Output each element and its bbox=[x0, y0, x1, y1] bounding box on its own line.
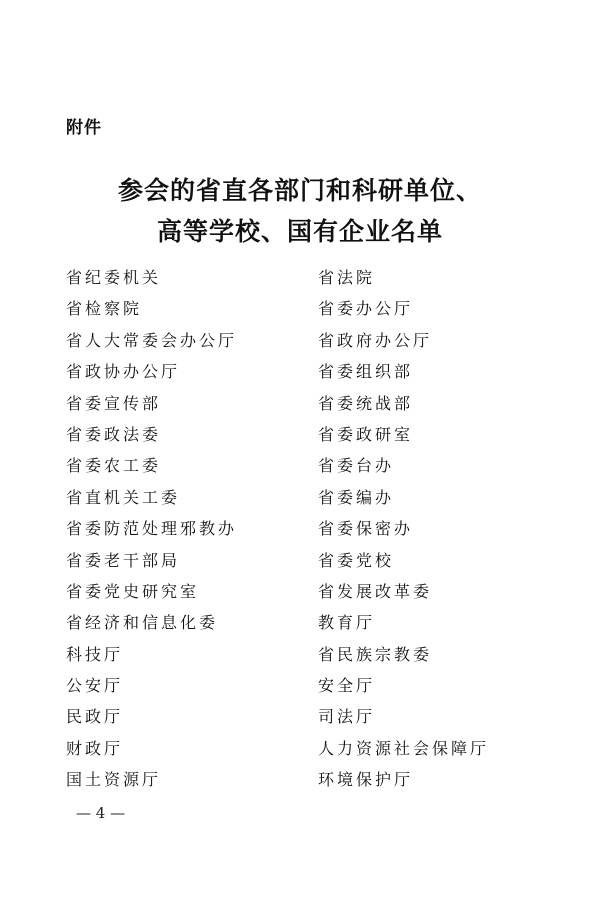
document-title bbox=[0, 170, 600, 252]
unit-name-left: 省委党史研究室 bbox=[66, 581, 200, 601]
list-row bbox=[0, 262, 600, 293]
list-row bbox=[0, 293, 600, 324]
unit-name-right: 省民族宗教委 bbox=[318, 644, 433, 664]
unit-name-right: 省发展改革委 bbox=[318, 581, 433, 601]
unit-name-left: 省检察院 bbox=[66, 299, 143, 319]
list-row bbox=[0, 764, 600, 795]
unit-name-left: 省人大常委会办公厅 bbox=[66, 330, 238, 350]
unit-name-left: 省委老干部局 bbox=[66, 550, 181, 570]
unit-name-left: 公安厅 bbox=[66, 676, 124, 696]
list-row bbox=[0, 607, 600, 638]
title-line-1: 参会的省直各部门和科研单位、 bbox=[117, 176, 482, 205]
unit-name-left: 省委农工委 bbox=[66, 456, 162, 476]
list-row bbox=[0, 450, 600, 481]
title-line-2: 高等学校、国有企业名单 bbox=[156, 217, 443, 246]
unit-name-left: 省委政法委 bbox=[66, 424, 162, 444]
unit-name-left: 财政厅 bbox=[66, 738, 124, 758]
unit-name-left: 省直机关工委 bbox=[66, 487, 181, 507]
unit-name-right: 省委党校 bbox=[318, 550, 395, 570]
list-row bbox=[0, 545, 600, 576]
page-number: — 4 — bbox=[76, 804, 126, 822]
list-row bbox=[0, 733, 600, 764]
unit-name-right: 省委政研室 bbox=[318, 424, 414, 444]
list-row bbox=[0, 639, 600, 670]
list-row bbox=[0, 576, 600, 607]
unit-name-right: 省委保密办 bbox=[318, 519, 414, 539]
list-row bbox=[0, 482, 600, 513]
attachment-label: 附件 bbox=[66, 118, 102, 138]
list-row bbox=[0, 356, 600, 387]
unit-name-right: 省委组织部 bbox=[318, 362, 414, 382]
unit-name-right: 省法院 bbox=[318, 268, 376, 287]
unit-name-right: 省委统战部 bbox=[318, 393, 414, 413]
unit-name-left: 国土资源厅 bbox=[66, 770, 162, 790]
list-row bbox=[0, 701, 600, 732]
unit-name-right: 环境保护厅 bbox=[318, 770, 414, 790]
unit-name-right: 教育厅 bbox=[318, 613, 376, 633]
unit-name-right: 人力资源社会保障厅 bbox=[318, 738, 490, 758]
unit-name-left: 民政厅 bbox=[66, 707, 124, 727]
unit-name-left: 省委防范处理邪教办 bbox=[66, 519, 238, 539]
unit-name-left: 省委宣传部 bbox=[66, 393, 162, 413]
unit-list bbox=[0, 262, 600, 796]
unit-name-left: 科技厅 bbox=[66, 644, 124, 664]
unit-name-right: 省委台办 bbox=[318, 456, 395, 476]
list-row bbox=[0, 513, 600, 544]
unit-name-right: 省委编办 bbox=[318, 487, 395, 507]
unit-name-left: 省政协办公厅 bbox=[66, 362, 181, 382]
list-row bbox=[0, 388, 600, 419]
list-row bbox=[0, 419, 600, 450]
unit-name-right: 省政府办公厅 bbox=[318, 330, 433, 350]
list-row bbox=[0, 670, 600, 701]
unit-name-left: 省经济和信息化委 bbox=[66, 613, 219, 633]
unit-name-right: 省委办公厅 bbox=[318, 299, 414, 319]
list-row bbox=[0, 325, 600, 356]
unit-name-right: 安全厅 bbox=[318, 676, 376, 696]
unit-name-left: 省纪委机关 bbox=[66, 268, 162, 287]
unit-name-right: 司法厅 bbox=[318, 707, 376, 727]
